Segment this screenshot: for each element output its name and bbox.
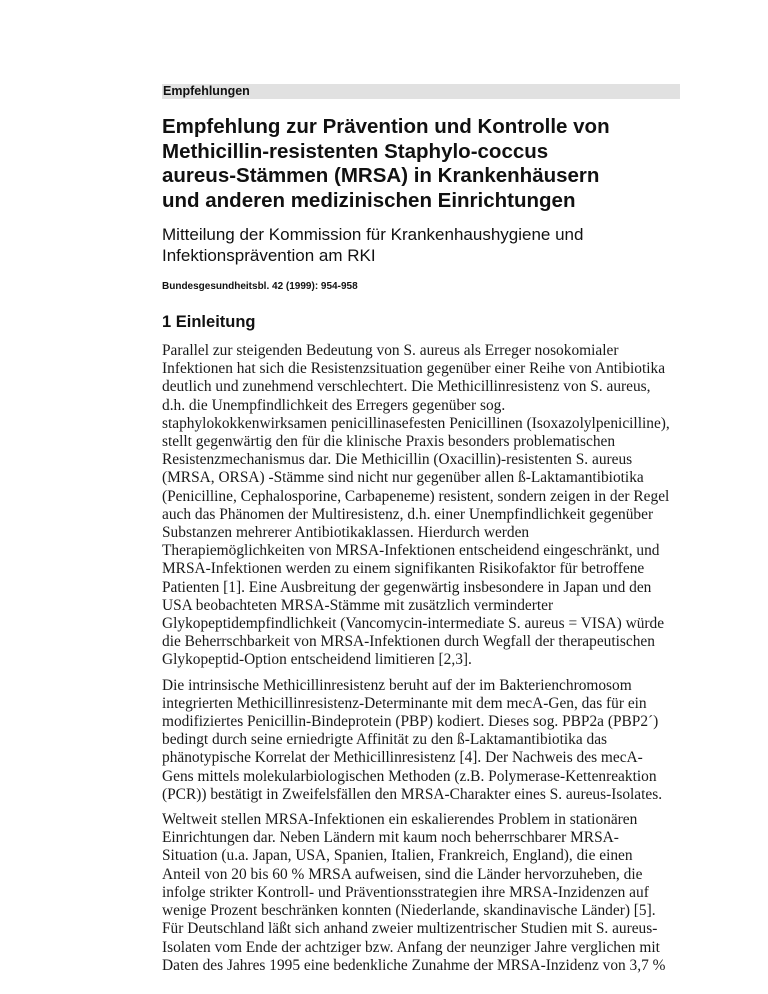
- citation: Bundesgesundheitsbl. 42 (1999): 954-958: [162, 281, 358, 292]
- paragraph: Weltweit stellen MRSA-Infektionen ein eskalierendes Problem in stationären Einrichtungen dar. Neben Ländern mit kaum noch beherrschbarer MRSA- Situation (u.a. Japan, USA, Spanien, Italien, Frankreich, England), die einen Anteil von 20 bis 60 % MRSA aufweisen, sind die Länder hervorzuheben, die infolge strikter Kontroll- und Präventionsstrategien ihre MRSA-Inzidenzen auf wenige Prozent beschränken konnten (Niederlande, skandinavische Länder) [5]. Für Deutschland läßt sich anhand zweier multizentrischer Studien mit S. aureus- Isolaten vom Ende der achtziger bzw. Anfang der neunziger Jahre verglichen mit Daten des Jahres 1995 eine bedenkliche Zunahme der MRSA-Inzidenz von 3,7 %: [162, 811, 666, 974]
- section-introduction: [162, 312, 682, 975]
- document-title: Empfehlung zur Prävention und Kontrolle von Methicillin-resistenten Staphylo-coccus aureus-Stämmen (MRSA) in Krankenhäusern und anderen medizinischen Einrichtungen: [162, 115, 610, 212]
- document-page: [162, 84, 682, 975]
- paragraph: Parallel zur steigenden Bedeutung von S. aureus als Erreger nosokomialer Infektionen hat sich die Resistenzsituation gegenüber einer Reihe von Antibiotika deutlich und zunehmend verschlechtert. Die Methicillinresistenz von S. aureus, d.h. die Unempfindlichkeit des Erregers gegenüber sog. staphylokokkenwirksamen penicillinasefesten Penicillinen (Isoxazolylpenicilline), stellt gegenwärtig den für die klinische Praxis besonders problematischen Resistenzmechanismus dar. Die Methicillin (Oxacillin)-resistenten S. aureus (MRSA, ORSA) -Stämme sind nicht nur gegenüber allen ß-Laktamantibiotika (Penicilline, Cephalosporine, Carbapeneme) resistent, sondern zeigen in der Regel auch das Phänomen der Multiresistenz, d.h. einer Unempfindlichkeit gegenüber Substanzen mehrerer Antibiotikaklassen. Hierdurch werden Therapiemöglichkeiten von MRSA-Infektionen entscheidend eingeschränkt, und MRSA-Infektionen werden zu einem signifikanten Risikofaktor für betroffene Patienten [1]. Eine Ausbreitung der gegenwärtig insbesondere in Japan und den USA beobachteten MRSA-Stämme mit zusätzlich verminderter Glykopeptidempfindlichkeit (Vancomycin-intermediate S. aureus = VISA) würde die Beherrschbarkeit von MRSA-Infektionen durch Wegfall der therapeutischen Glykopeptid-Option entscheidend limitieren [2,3].: [162, 342, 670, 669]
- paragraph: Die intrinsische Methicillinresistenz beruht auf der im Bakterienchromosom integrierten Methicillinresistenz-Determinante mit dem mecA-Gen, das für ein modifiziertes Penicillin-Bindeprotein (PBP) kodiert. Dieses sog. PBP2a (PBP2´) bedingt durch seine erniedrigte Affinität zu den ß-Laktamantibiotika das phänotypische Korrelat der Methicillinresistenz [4]. Der Nachweis des mecA- Gens mittels molekularbiologischen Methoden (z.B. Polymerase-Kettenreaktion (PCR)) bestätigt in Zweifelsfällen den MRSA-Charakter eines S. aureus-Isolates.: [162, 676, 663, 803]
- section-heading: 1 Einleitung: [162, 313, 256, 331]
- document-subtitle: Mitteilung der Kommission für Krankenhaushygiene und Infektionsprävention am RKI: [162, 225, 584, 265]
- category-label: Empfehlungen: [162, 84, 680, 99]
